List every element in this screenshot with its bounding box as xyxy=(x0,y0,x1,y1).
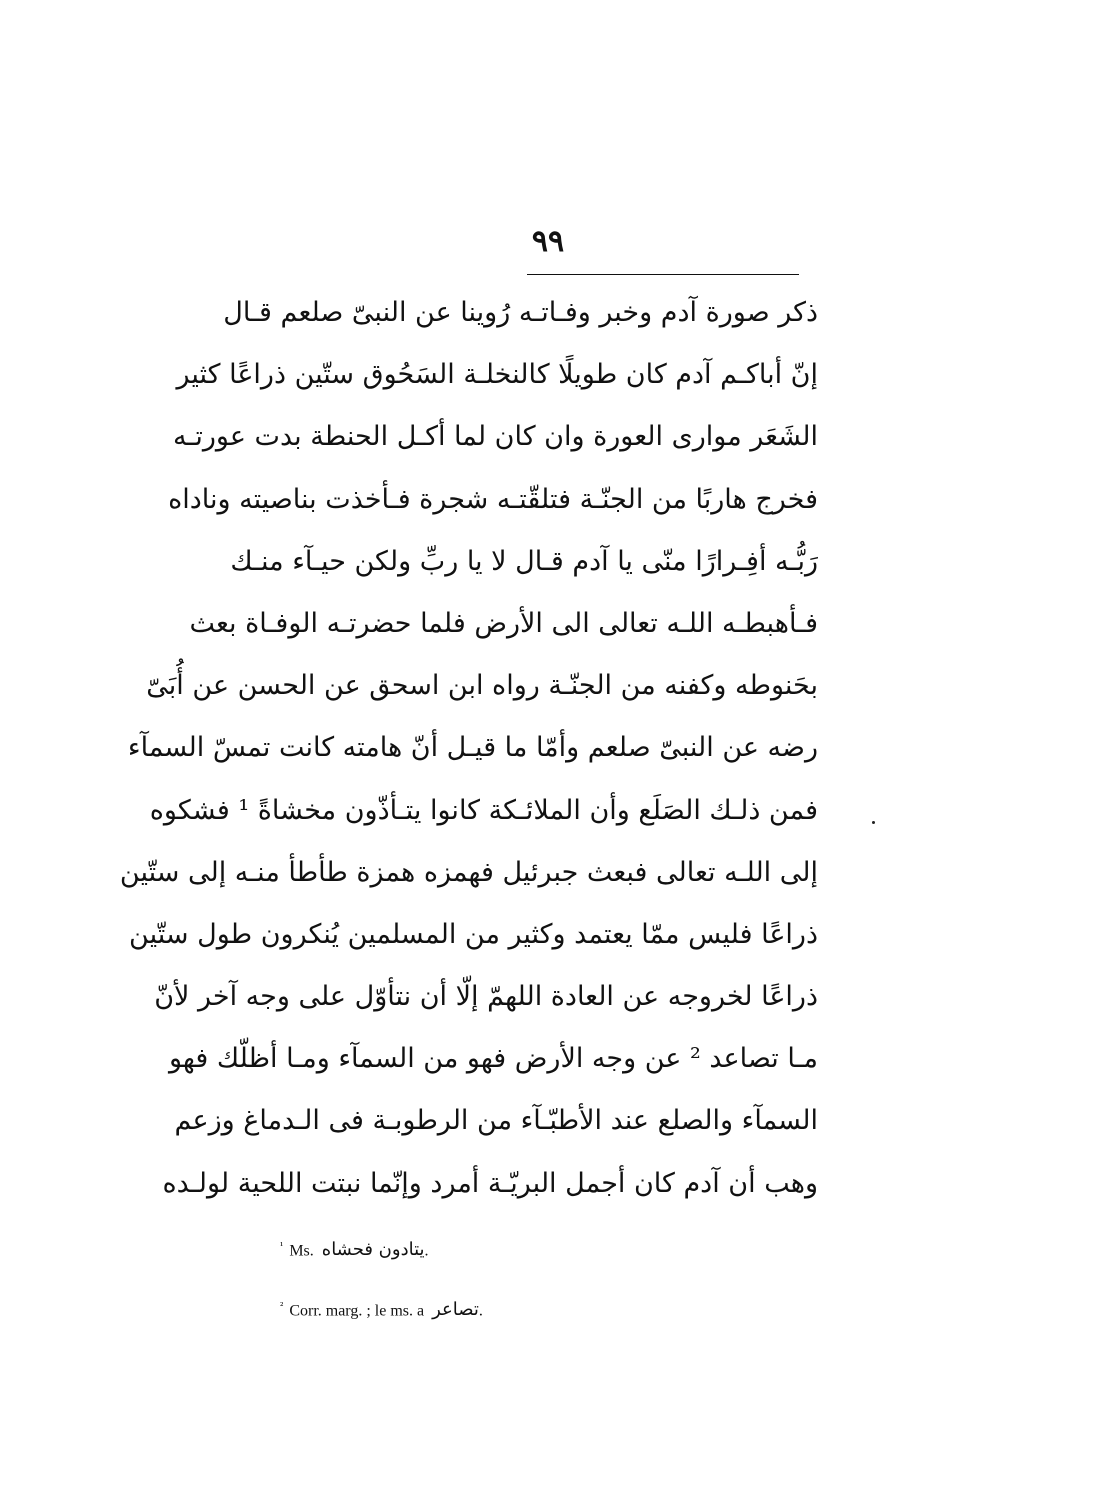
text-line: مـا تصاعد ² عن وجه الأرض فهو من السمآء ومـا أظلّك فهو xyxy=(168,1043,818,1075)
body-text xyxy=(119,282,818,1215)
text-line: الشَعَر موارى العورة وان كان لما أكـل الحنطة بدت عورتـه xyxy=(172,421,818,453)
text-line: فخرج هاربًا من الجنّـة فتلقّتـه شجرة فـأخذت بناصيته وناداه xyxy=(168,483,818,515)
text-line: وهب أن آدم كان أجمل البريّـة أمرد وإنّما نبتت اللحية لولـده xyxy=(162,1167,818,1199)
footnote-arabic: يتادون فحشاه xyxy=(321,1239,425,1261)
footnote-1 xyxy=(280,1232,600,1292)
footnote-suffix: . xyxy=(424,1242,429,1260)
text-line: رَبُّـه أفِـرارًا منّى يا آدم قـال لا يا ربِّ ولكن حيـآء منـك xyxy=(230,545,818,577)
footnote-2 xyxy=(280,1292,600,1352)
text-line: ذكر صورة آدم وخبر وفـاتـه رُوينا عن النبىّ صلعم قـال xyxy=(223,297,818,328)
page-number: ٩٩ xyxy=(531,224,565,259)
text-line: السمآء والصلع عند الأطبّـآء من الرطوبـة فى الـدماغ وزعم xyxy=(174,1105,818,1137)
footnote-latin: Corr. marg. ; le ms. a xyxy=(289,1302,425,1320)
footnote-mark: ¹ xyxy=(280,1240,284,1252)
text-line: ذراعًا فليس ممّا يعتمد وكثير من المسلمين يُنكرون طول ستّين xyxy=(129,918,818,950)
text-line: إنّ أباكـم آدم كان طويلًا كالنخلـة السَحُوق ستّين ذراعًا كثير xyxy=(176,359,818,391)
footnote-latin: Ms. xyxy=(289,1242,314,1260)
footnote-arabic: تصاعر xyxy=(432,1299,479,1321)
ink-speck xyxy=(872,821,875,824)
footnotes xyxy=(280,1232,600,1352)
text-line: إلى اللـه تعالى فبعث جبرئيل فهمزه همزة طأطأ منـه إلى ستّين xyxy=(119,856,818,888)
text-line: بحَنوطه وكفنه من الجنّـة رواه ابن اسحق عن الحسن عن أُبَىّ xyxy=(146,670,818,702)
text-line: ذراعًا لخروجه عن العادة اللهمّ إلّا أن نتأوّل على وجه آخر لأنّ xyxy=(154,981,818,1013)
footnote-mark: ² xyxy=(280,1300,284,1312)
text-line: رضه عن النبىّ صلعم وأمّا ما قيـل أنّ هامته كانت تمسّ السمآء xyxy=(127,732,818,764)
text-line: فمن ذلـك الصَلَع وأن الملائـكة كانوا يتـأذّون مخشاةً ¹ فشكوه xyxy=(149,794,818,826)
header-rule xyxy=(527,274,799,275)
text-line: فـأهبطـه اللـه تعالى الى الأرض فلما حضرتـه الوفـاة بعث xyxy=(189,607,818,639)
footnote-suffix: . xyxy=(478,1302,483,1320)
